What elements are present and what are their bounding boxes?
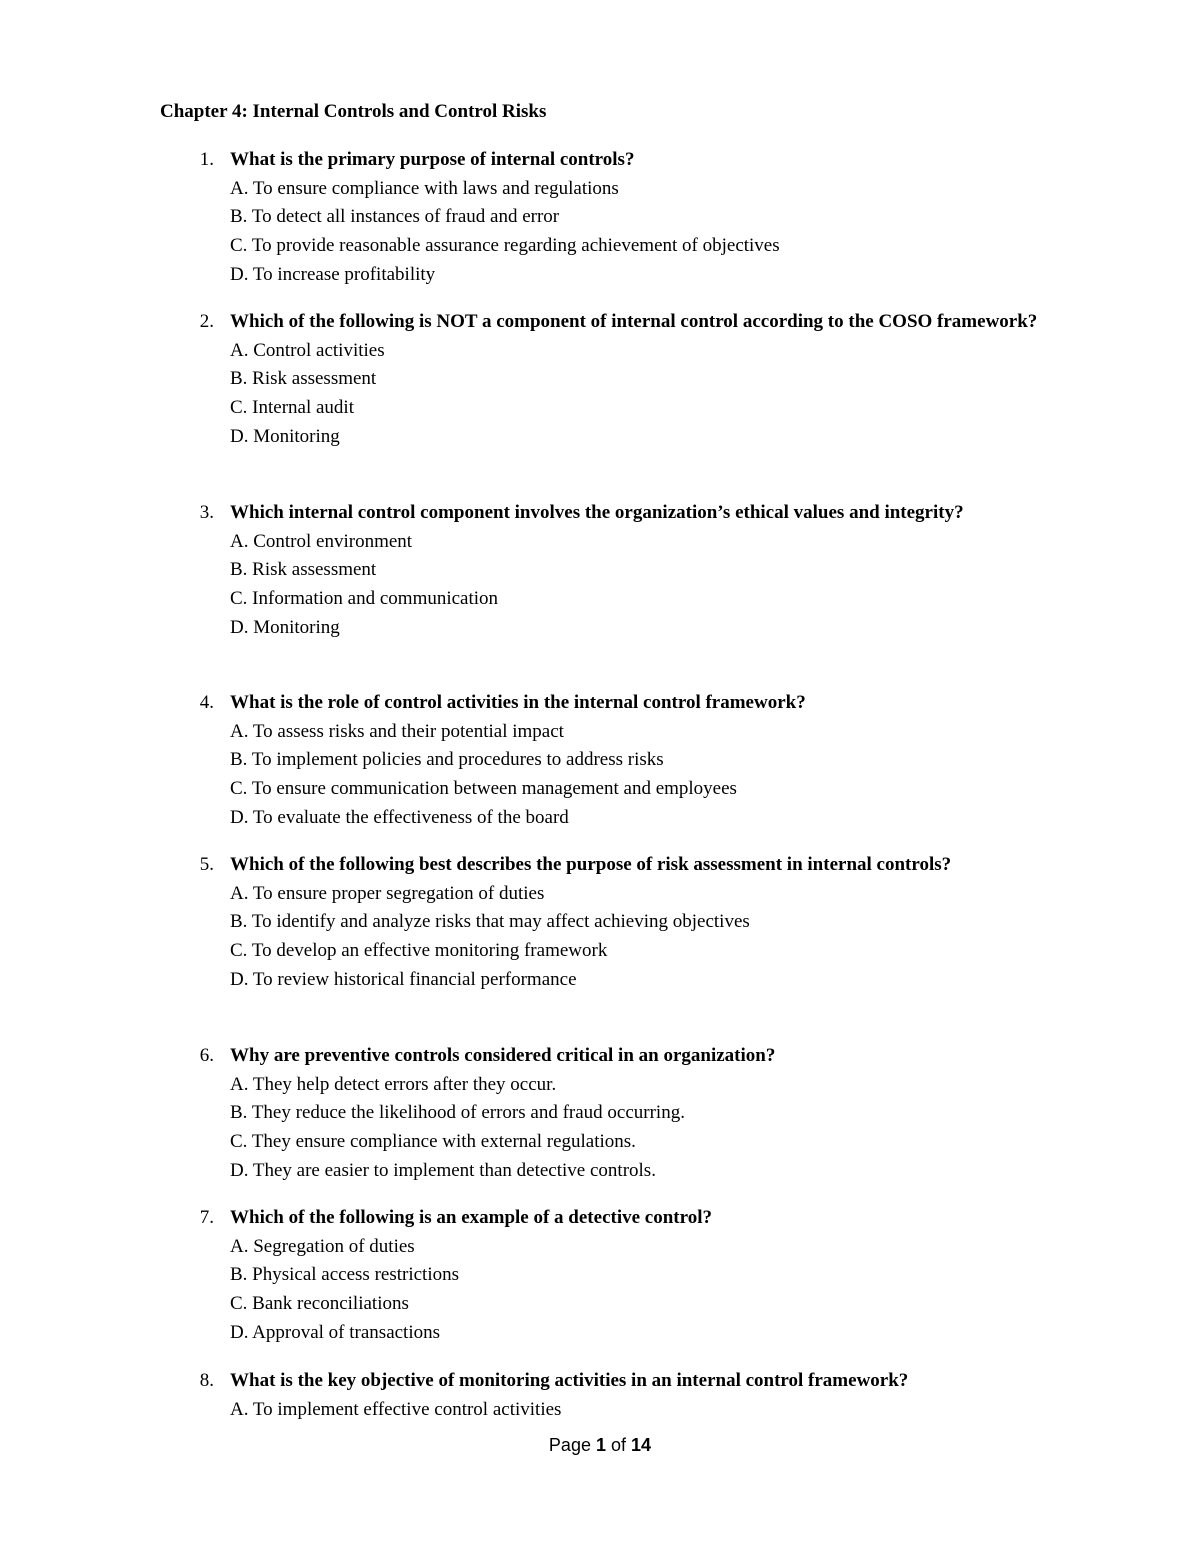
question-number: 8.	[199, 1370, 214, 1391]
question-5	[160, 851, 1040, 995]
option-d: D. Monitoring	[230, 425, 340, 447]
option-c: C. Information and communication	[230, 588, 499, 610]
question-text: What is the key objective of monitoring activities in an internal control framework?	[230, 1370, 909, 1391]
option-d: D. To evaluate the effectiveness of the board	[230, 806, 569, 828]
option-list	[230, 718, 1040, 833]
question-text: Which internal control component involves the organization’s ethical values and integrity?	[230, 502, 964, 523]
option-c: C. They ensure compliance with external regulations.	[230, 1131, 636, 1153]
option-c: C. To provide reasonable assurance regarding achievement of objectives	[230, 235, 780, 257]
option-b: B. Risk assessment	[230, 368, 377, 390]
question-number: 2.	[199, 311, 214, 332]
option-b: B. To implement policies and procedures to address risks	[230, 749, 664, 771]
question-2	[160, 308, 1040, 452]
question-8	[160, 1367, 1040, 1424]
option-list	[230, 880, 1040, 995]
option-list	[230, 1396, 1040, 1425]
option-a: A. Control activities	[230, 339, 385, 361]
option-a: A. To assess risks and their potential impact	[230, 720, 564, 742]
option-c: C. To develop an effective monitoring framework	[230, 940, 608, 962]
question-text: Which of the following best describes the purpose of risk assessment in internal controls?	[230, 854, 952, 875]
option-a: A. Control environment	[230, 530, 413, 552]
page-of-label: of	[611, 1435, 627, 1455]
question-text: Why are preventive controls considered critical in an organization?	[230, 1045, 776, 1066]
option-list	[230, 1071, 1040, 1186]
question-7	[160, 1204, 1040, 1348]
question-text: Which of the following is an example of a detective control?	[230, 1207, 712, 1228]
question-1	[160, 146, 1040, 290]
option-a: A. To ensure proper segregation of duties	[230, 882, 545, 904]
option-c: C. To ensure communication between management and employees	[230, 778, 737, 800]
question-6	[160, 1042, 1040, 1186]
chapter-title: Chapter 4: Internal Controls and Control Risks	[160, 101, 547, 122]
page-footer	[0, 1432, 1200, 1458]
option-b: B. Physical access restrictions	[230, 1264, 460, 1286]
option-d: D. To increase profitability	[230, 263, 436, 285]
option-a: A. They help detect errors after they occur.	[230, 1073, 557, 1095]
option-b: B. They reduce the likelihood of errors and fraud occurring.	[230, 1102, 685, 1124]
question-number: 7.	[199, 1207, 214, 1228]
question-number: 4.	[199, 692, 214, 713]
option-d: D. They are easier to implement than detective controls.	[230, 1159, 656, 1181]
question-number: 6.	[199, 1045, 214, 1066]
option-c: C. Internal audit	[230, 397, 354, 419]
page-total: 14	[631, 1435, 652, 1455]
page-current: 1	[595, 1435, 606, 1455]
option-a: A. To ensure compliance with laws and regulations	[230, 177, 619, 199]
question-text: What is the role of control activities in the internal control framework?	[230, 692, 806, 713]
option-d: D. Monitoring	[230, 616, 340, 638]
option-b: B. Risk assessment	[230, 559, 377, 581]
option-c: C. Bank reconciliations	[230, 1293, 409, 1315]
question-4	[160, 689, 1040, 833]
option-list	[230, 528, 1040, 643]
question-number: 5.	[199, 854, 214, 875]
question-text: What is the primary purpose of internal controls?	[230, 149, 635, 170]
question-number: 3.	[199, 502, 214, 523]
option-list	[230, 175, 1040, 290]
option-d: D. Approval of transactions	[230, 1321, 441, 1343]
option-list	[230, 1233, 1040, 1348]
option-a: A. Segregation of duties	[230, 1235, 415, 1257]
page-label: Page	[548, 1435, 591, 1455]
option-list	[230, 337, 1040, 452]
question-text: Which of the following is NOT a component of internal control according to the COSO framework?	[230, 311, 1038, 332]
question-number: 1.	[199, 149, 214, 170]
option-b: B. To detect all instances of fraud and error	[230, 206, 560, 228]
option-a: A. To implement effective control activities	[230, 1398, 562, 1420]
question-3	[160, 499, 1040, 643]
option-d: D. To review historical financial performance	[230, 968, 577, 990]
option-b: B. To identify and analyze risks that may affect achieving objectives	[230, 911, 750, 933]
